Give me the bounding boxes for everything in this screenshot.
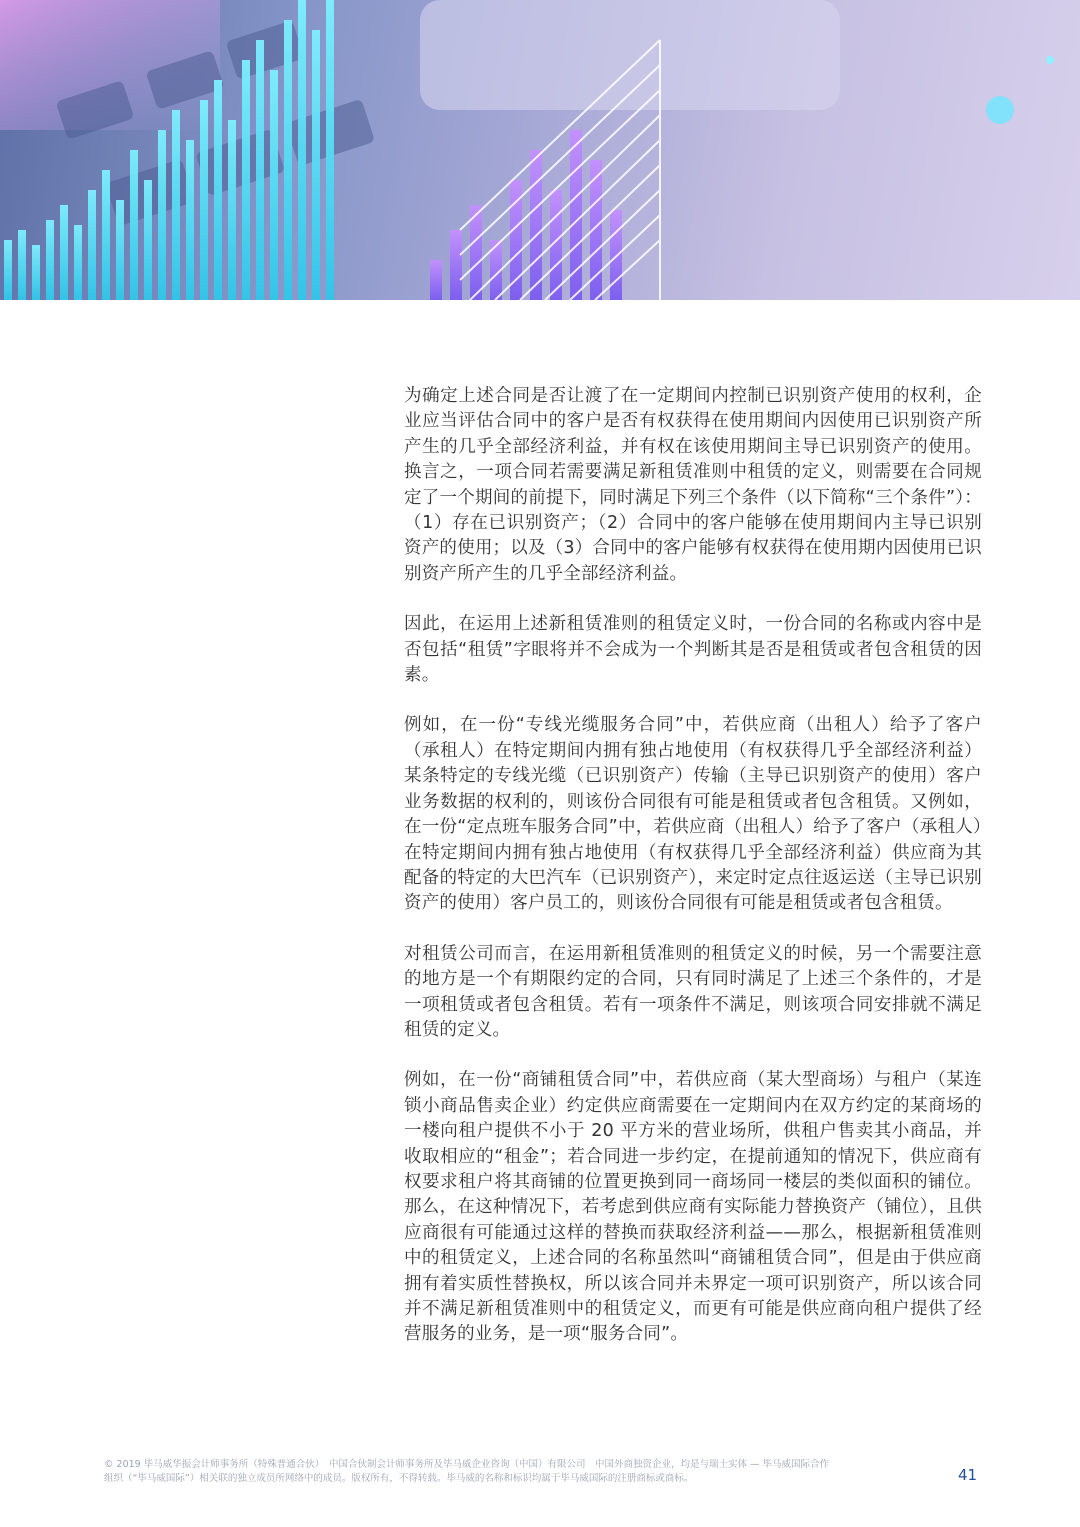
banner-bar [200, 100, 208, 300]
banner-bar [130, 150, 138, 300]
banner-bar [430, 260, 442, 300]
paragraph-2: 因此，在运用上述新租赁准则的租赁定义时，一份合同的名称或内容中是否包括“租赁”字眼将并不会成为一个判断其是否是租赁或者包含租赁的因素。 [404, 614, 982, 686]
body-text [404, 384, 982, 1373]
banner-bar [158, 130, 166, 300]
banner-bar [530, 150, 542, 300]
banner-bar [610, 210, 622, 300]
banner-bar [326, 0, 334, 300]
banner-bar [242, 60, 250, 300]
banner-bar [186, 140, 194, 300]
banner-bar [4, 240, 12, 300]
banner-bar [214, 80, 222, 300]
banner-bar [102, 170, 110, 300]
paragraph-3: 例如，在一份“专线光缆服务合同”中，若供应商（出租人）给予了客户（承租人）在特定期间内拥有独占地使用（有权获得几乎全部经济利益）某条特定的专线光缆（已识别资产）传输（主导已识别资产的使用）客户业务数据的权利的，则该份合同很有可能是租赁或者包含租赁。又例如，在一份“定点班车服务合同”中，若供应商（出租人）给予了客户（承租人）在特定期间内拥有独占地使用（有权获得几乎全部经济利益）供应商为其配备的特定的大巴汽车（已识别资产），来定时定点往返运送（主导已识别资产的使用）客户员工的，则该份合同很有可能是租赁或者包含租赁。 [404, 715, 982, 914]
banner-bar [74, 225, 82, 300]
page-number: 41 [958, 1466, 978, 1484]
header-banner-image [0, 0, 1080, 300]
banner-bar [172, 110, 180, 300]
paragraph-5: 例如，在一份“商铺租赁合同”中，若供应商（某大型商场）与租户（某连锁小商品售卖企业）约定供应商需要在一定期间内在双方约定的某商场的一楼向租户提供不小于 20 平方米的营业场所，供租户售卖其小商品，并收取相应的“租金”；若合同进一步约定，在提前通知的情况下，供应商有权要求租户将其商铺的位置更换到同一商场同一楼层的类似面积的铺位。那么，在这种情况下，若考虑到供应商有实际能力替换资产（铺位），且供应商很有可能通过这样的替换而获取经济利益——那么，根据新租赁准则中的租赁定义，上述合同的名称虽然叫“商铺租赁合同”，但是由于供应商拥有着实质性替换权，所以该合同并未界定一项可识别资产，所以该合同并不满足新租赁准则中的租赁定义，而更有可能是供应商向租户提供了经营服务的业务，是一项“服务合同”。 [404, 1070, 982, 1345]
banner-bar [88, 190, 96, 300]
banner-bar [298, 0, 306, 300]
banner-bar [284, 20, 292, 300]
banner-bar [116, 200, 124, 300]
banner-bar [46, 220, 54, 300]
paragraph-4: 对租赁公司而言，在运用新租赁准则的租赁定义的时候，另一个需要注意的地方是一个有期限约定的合同，只有同时满足了上述三个条件的，才是一项租赁或者包含租赁。若有一项条件不满足，则该项合同安排就不满足租赁的定义。 [404, 943, 982, 1040]
banner-bar [144, 180, 152, 300]
banner-bar [18, 230, 26, 300]
paragraph-1: 为确定上述合同是否让渡了在一定期间内控制已识别资产使用的权利，企业应当评估合同中的客户是否有权获得在使用期间内因使用已识别资产所产生的几乎全部经济利益，并有权在该使用期间主导已识别资产的使用。换言之，一项合同若需要满足新租赁准则中租赁的定义，则需要在合同规定了一个期间的前提下，同时满足下列三个条件（以下简称“三个条件”）：（1）存在已识别资产；（2）合同中的客户能够在使用期间内主导已识别资产的使用；以及（3）合同中的客户能够有权获得在使用期内因使用已识别资产所产生的几乎全部经济利益。 [404, 386, 982, 584]
banner-bar [450, 230, 462, 300]
banner-bar [312, 30, 320, 300]
banner-bar [228, 120, 236, 300]
footer-copyright: © 2019 毕马威华振会计师事务所（特殊普通合伙） 中国合伙制会计师事务所及毕马威企业咨询（中国）有限公司 中国外商独资企业，均是与瑞士实体 — 毕马威国际合作组织（“毕马威国际”）相关联的独立成员所网络中的成员。版权所有，不得转载。毕马威的名称和标识均属于毕马威国际的注册商标或商标。 [104, 1459, 830, 1484]
banner-bar [256, 40, 264, 300]
banner-bar [32, 245, 40, 300]
banner-bar [270, 70, 278, 300]
banner-graphic [0, 0, 1080, 300]
banner-bar [60, 205, 68, 300]
